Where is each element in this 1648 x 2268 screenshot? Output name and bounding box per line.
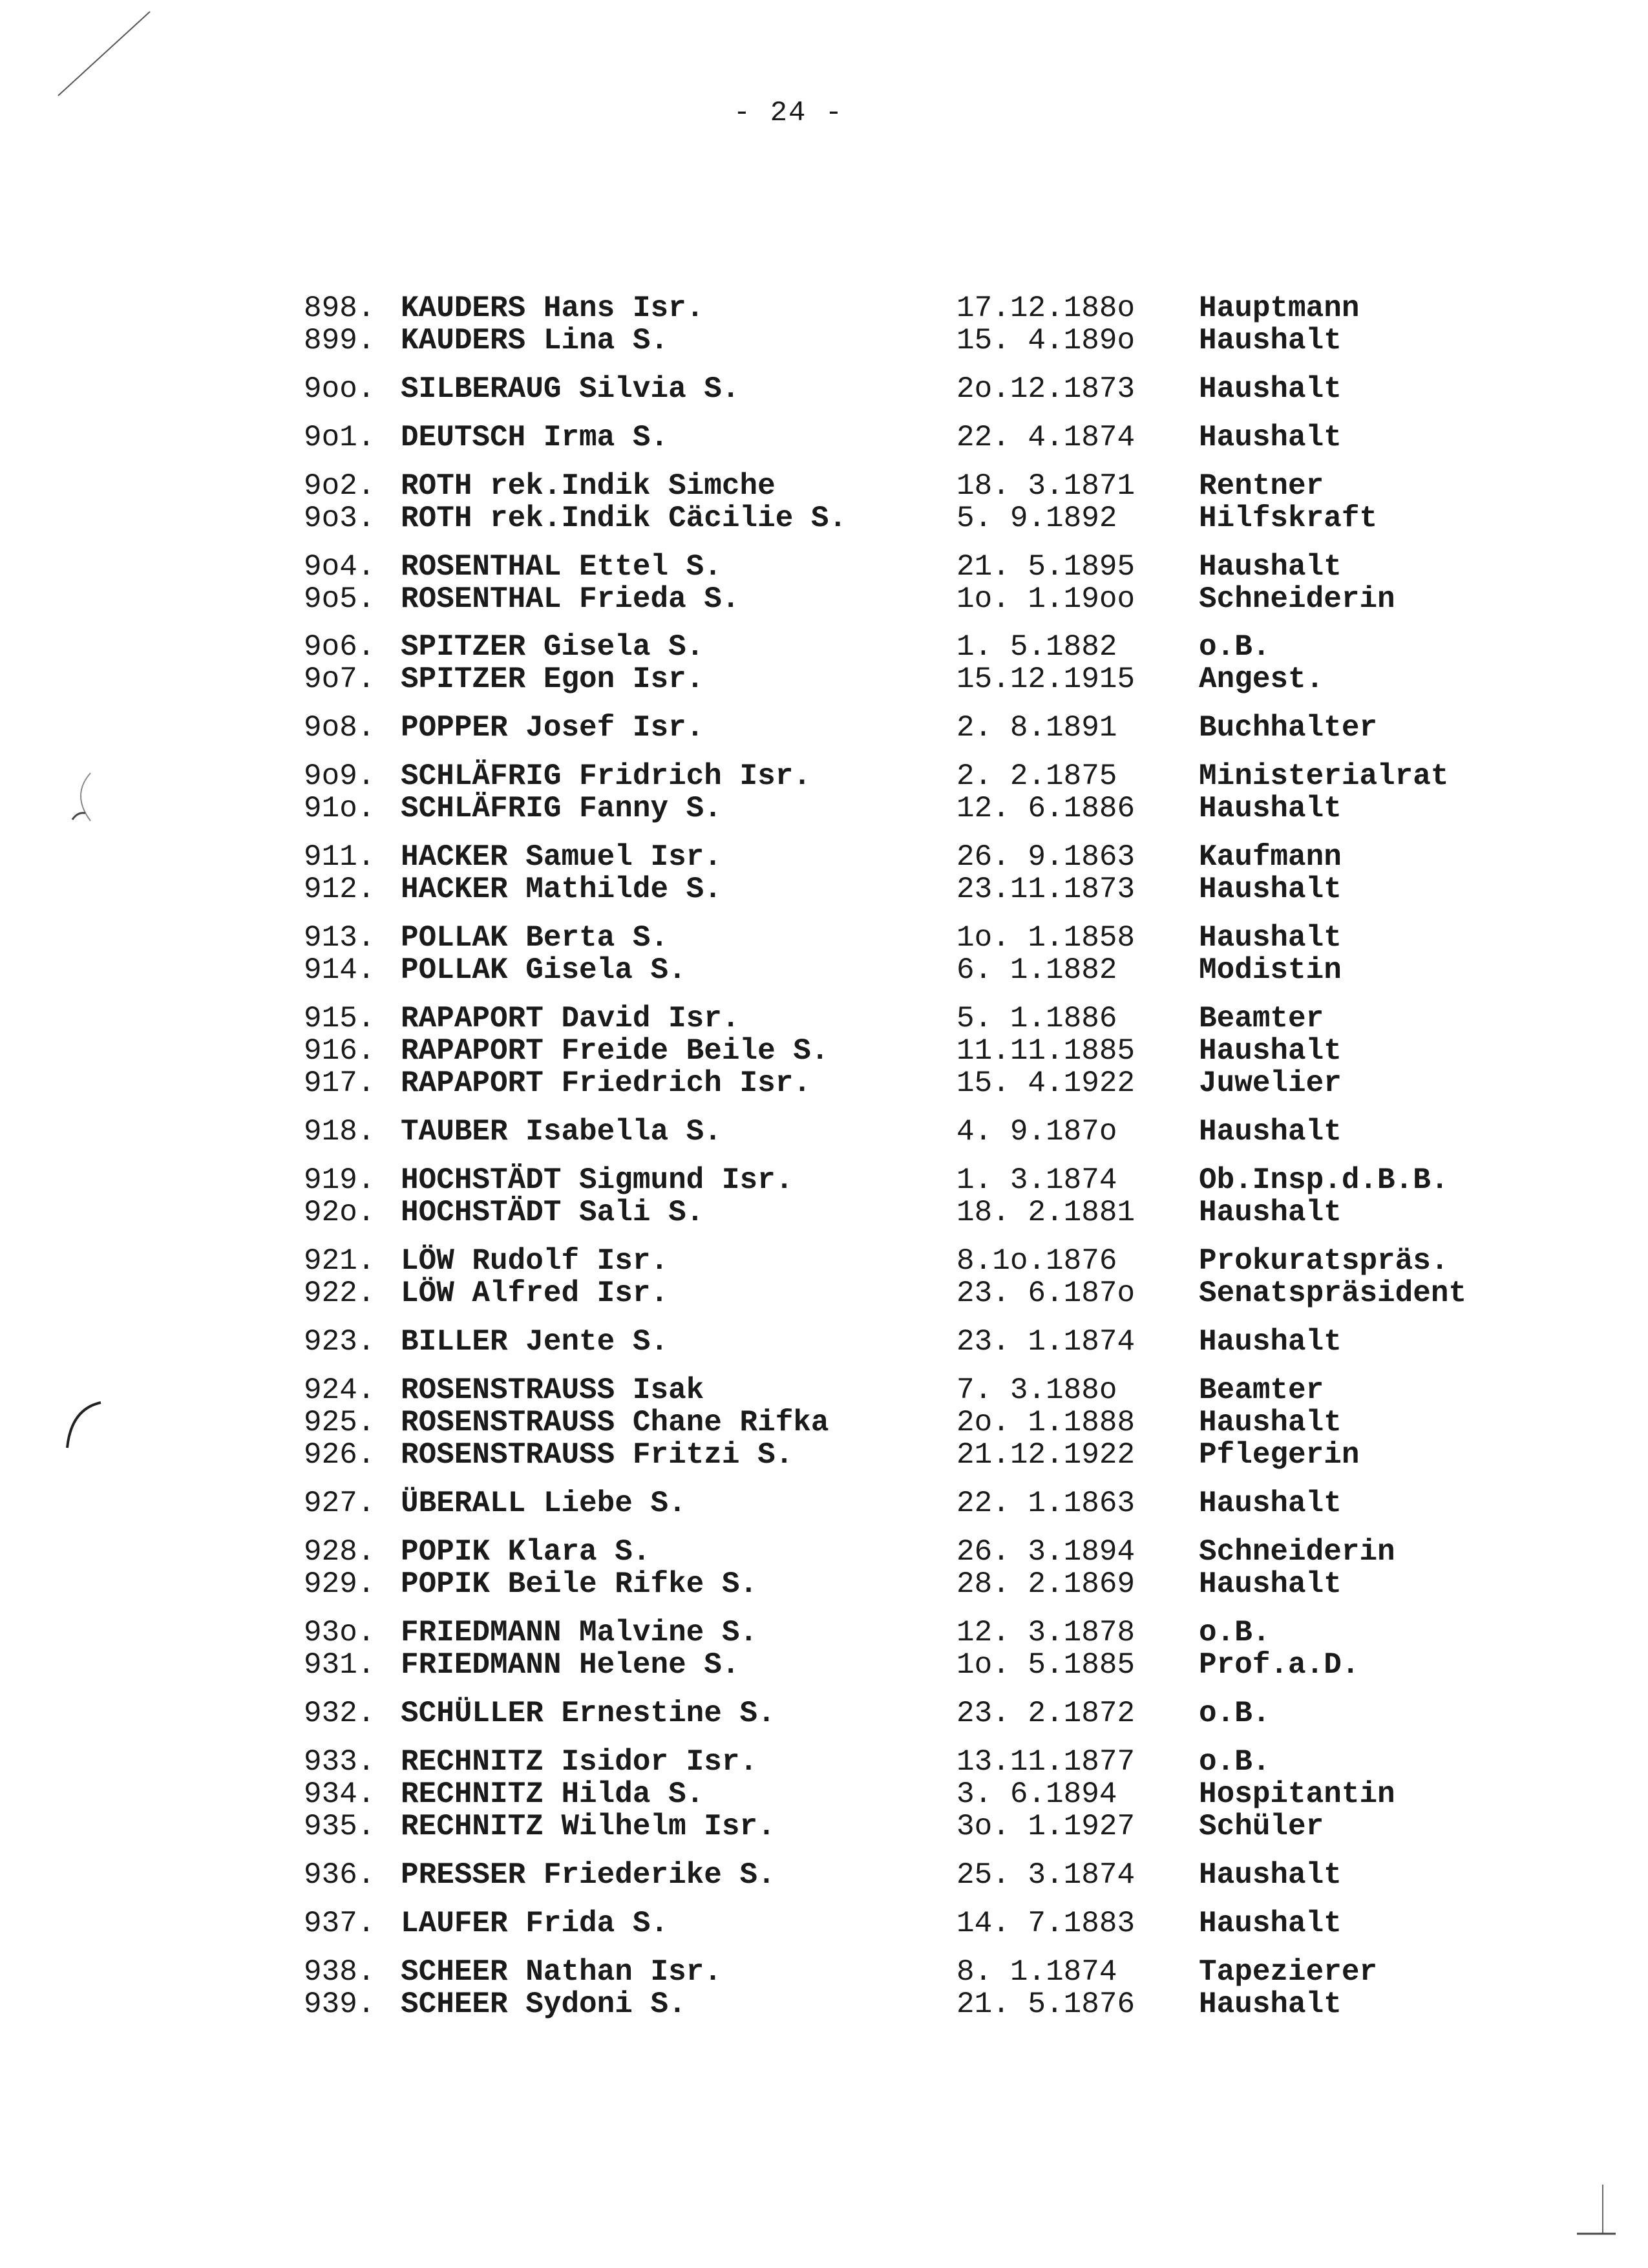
entry-name: ROTH rek.Indik Cäcilie S. (401, 502, 847, 535)
entry-birth-date: 8.1o.1876 (956, 1244, 1117, 1278)
entry-name: ROTH rek.Indik Simche (401, 469, 776, 503)
entry-occupation: Schneiderin (1199, 582, 1395, 616)
entry-birth-date: 26. 3.1894 (956, 1535, 1136, 1569)
entry-birth-date: 6. 1.1882 (956, 953, 1117, 987)
entry-birth-date: 2. 2.1875 (956, 759, 1117, 793)
entry-number: 917. (304, 1066, 375, 1100)
entry-name: LÖW Rudolf Isr. (401, 1244, 669, 1278)
entry-birth-date: 5. 1.1886 (956, 1002, 1117, 1035)
entry-name: DEUTSCH Irma S. (401, 421, 669, 454)
page-number: - 24 - (733, 97, 844, 129)
entry-number: 912. (304, 873, 375, 906)
entry-number: 913. (304, 921, 375, 955)
entry-number: 919. (304, 1163, 375, 1197)
entry-birth-date: 8. 1.1874 (956, 1955, 1117, 1989)
entry-occupation: Beamter (1199, 1373, 1324, 1407)
entry-occupation: o.B. (1199, 1745, 1271, 1779)
entry-number: 92o. (304, 1196, 375, 1229)
entry-birth-date: 26. 9.1863 (956, 840, 1136, 874)
entry-birth-date: 23. 2.1872 (956, 1697, 1136, 1730)
entry-birth-date: 13.11.1877 (956, 1745, 1136, 1779)
entry-number: 924. (304, 1373, 375, 1407)
entry-occupation: Ob.Insp.d.B.B. (1199, 1163, 1449, 1197)
entry-birth-date: 1o. 1.1858 (956, 921, 1136, 955)
entry-number: 916. (304, 1034, 375, 1068)
entry-number: 9o2. (304, 469, 375, 503)
entry-occupation: Hilfskraft (1199, 502, 1378, 535)
entry-occupation: Haushalt (1199, 1325, 1342, 1359)
entry-number: 9o6. (304, 630, 375, 664)
entry-number: 928. (304, 1535, 375, 1569)
entry-name: RAPAPORT Freide Beile S. (401, 1034, 829, 1068)
entry-occupation: Beamter (1199, 1002, 1324, 1035)
entry-name: POPIK Klara S. (401, 1535, 651, 1569)
entry-name: LAUFER Frida S. (401, 1907, 669, 1940)
entry-birth-date: 28. 2.1869 (956, 1567, 1136, 1601)
entry-birth-date: 3o. 1.1927 (956, 1810, 1136, 1843)
entry-name: POPIK Beile Rifke S. (401, 1567, 758, 1601)
entry-birth-date: 14. 7.1883 (956, 1907, 1136, 1940)
entry-birth-date: 21. 5.1895 (956, 550, 1136, 584)
entry-number: 922. (304, 1277, 375, 1310)
entry-occupation: Haushalt (1199, 873, 1342, 906)
entry-name: SPITZER Gisela S. (401, 630, 704, 664)
entry-number: 937. (304, 1907, 375, 1940)
entry-occupation: Modistin (1199, 953, 1342, 987)
entry-occupation: Angest. (1199, 662, 1324, 696)
entry-number: 9o1. (304, 421, 375, 454)
entry-birth-date: 17.12.188o (956, 291, 1136, 325)
entry-occupation: Tapezierer (1199, 1955, 1378, 1989)
entry-occupation: Haushalt (1199, 792, 1342, 825)
entry-occupation: Hospitantin (1199, 1777, 1395, 1811)
entry-occupation: o.B. (1199, 1697, 1271, 1730)
entry-birth-date: 2. 8.1891 (956, 711, 1117, 745)
entry-occupation: o.B. (1199, 1616, 1271, 1649)
entry-name: ROSENTHAL Ettel S. (401, 550, 722, 584)
entry-name: FRIEDMANN Helene S. (401, 1648, 740, 1682)
entry-number: 931. (304, 1648, 375, 1682)
entry-name: RAPAPORT David Isr. (401, 1002, 740, 1035)
entry-occupation: Hauptmann (1199, 291, 1360, 325)
entry-name: SILBERAUG Silvia S. (401, 372, 740, 406)
entry-number: 921. (304, 1244, 375, 1278)
entry-occupation: Haushalt (1199, 372, 1342, 406)
entry-birth-date: 15. 4.1922 (956, 1066, 1136, 1100)
entry-birth-date: 22. 4.1874 (956, 421, 1136, 454)
entry-name: POPPER Josef Isr. (401, 711, 704, 745)
entry-occupation: Prof.a.D. (1199, 1648, 1360, 1682)
entry-number: 918. (304, 1115, 375, 1149)
entry-birth-date: 22. 1.1863 (956, 1487, 1136, 1520)
entry-occupation: Haushalt (1199, 1567, 1342, 1601)
entry-occupation: Haushalt (1199, 324, 1342, 357)
entry-name: HACKER Mathilde S. (401, 873, 722, 906)
entry-name: POLLAK Berta S. (401, 921, 669, 955)
entry-occupation: Haushalt (1199, 550, 1342, 584)
entry-occupation: Haushalt (1199, 421, 1342, 454)
entry-number: 899. (304, 324, 375, 357)
entry-occupation: Rentner (1199, 469, 1324, 503)
entry-name: POLLAK Gisela S. (401, 953, 686, 987)
entry-number: 9oo. (304, 372, 375, 406)
entry-name: ROSENSTRAUSS Chane Rifka (401, 1406, 829, 1439)
entry-number: 925. (304, 1406, 375, 1439)
entry-number: 9o3. (304, 502, 375, 535)
entry-occupation: Ministerialrat (1199, 759, 1449, 793)
entry-occupation: Buchhalter (1199, 711, 1378, 745)
entry-birth-date: 18. 2.1881 (956, 1196, 1136, 1229)
entry-birth-date: 7. 3.188o (956, 1373, 1117, 1407)
entry-number: 9o8. (304, 711, 375, 745)
entry-occupation: Haushalt (1199, 1487, 1342, 1520)
entry-occupation: Pflegerin (1199, 1438, 1360, 1472)
entry-birth-date: 1. 3.1874 (956, 1163, 1117, 1197)
entry-number: 935. (304, 1810, 375, 1843)
entry-number: 93o. (304, 1616, 375, 1649)
entry-number: 914. (304, 953, 375, 987)
entry-number: 938. (304, 1955, 375, 1989)
entry-occupation: Haushalt (1199, 1987, 1342, 2021)
entry-occupation: Haushalt (1199, 1858, 1342, 1892)
entry-birth-date: 3. 6.1894 (956, 1777, 1117, 1811)
entry-name: RAPAPORT Friedrich Isr. (401, 1066, 811, 1100)
entry-name: SPITZER Egon Isr. (401, 662, 704, 696)
entry-occupation: Schüler (1199, 1810, 1324, 1843)
entry-birth-date: 2o. 1.1888 (956, 1406, 1136, 1439)
entry-occupation: Haushalt (1199, 1907, 1342, 1940)
entry-name: SCHLÄFRIG Fanny S. (401, 792, 722, 825)
entry-number: 936. (304, 1858, 375, 1892)
entry-number: 9o7. (304, 662, 375, 696)
entry-birth-date: 12. 3.1878 (956, 1616, 1136, 1649)
entry-birth-date: 21. 5.1876 (956, 1987, 1136, 2021)
entry-number: 926. (304, 1438, 375, 1472)
entry-occupation: Haushalt (1199, 1406, 1342, 1439)
entry-number: 939. (304, 1987, 375, 2021)
entry-occupation: Senatspräsident (1199, 1277, 1467, 1310)
entry-name: BILLER Jente S. (401, 1325, 669, 1359)
entry-name: TAUBER Isabella S. (401, 1115, 722, 1149)
entry-name: ROSENSTRAUSS Fritzi S. (401, 1438, 794, 1472)
entry-number: 898. (304, 291, 375, 325)
entry-name: RECHNITZ Isidor Isr. (401, 1745, 758, 1779)
entry-name: HOCHSTÄDT Sali S. (401, 1196, 704, 1229)
entry-name: SCHEER Sydoni S. (401, 1987, 686, 2021)
entry-number: 911. (304, 840, 375, 874)
entry-name: LÖW Alfred Isr. (401, 1277, 669, 1310)
entry-occupation: Kaufmann (1199, 840, 1342, 874)
entry-number: 933. (304, 1745, 375, 1779)
entry-name: RECHNITZ Wilhelm Isr. (401, 1810, 776, 1843)
entry-name: RECHNITZ Hilda S. (401, 1777, 704, 1811)
entry-name: SCHEER Nathan Isr. (401, 1955, 722, 1989)
entry-number: 932. (304, 1697, 375, 1730)
entry-birth-date: 18. 3.1871 (956, 469, 1136, 503)
entry-number: 929. (304, 1567, 375, 1601)
entry-name: HOCHSTÄDT Sigmund Isr. (401, 1163, 794, 1197)
entry-occupation: Juwelier (1199, 1066, 1342, 1100)
entry-number: 91o. (304, 792, 375, 825)
entry-number: 927. (304, 1487, 375, 1520)
entry-birth-date: 11.11.1885 (956, 1034, 1136, 1068)
entry-occupation: Schneiderin (1199, 1535, 1395, 1569)
entry-occupation: Haushalt (1199, 921, 1342, 955)
entry-birth-date: 15. 4.189o (956, 324, 1136, 357)
entry-birth-date: 1o. 5.1885 (956, 1648, 1136, 1682)
entry-number: 934. (304, 1777, 375, 1811)
entry-birth-date: 12. 6.1886 (956, 792, 1136, 825)
entry-occupation: Haushalt (1199, 1034, 1342, 1068)
entry-birth-date: 1o. 1.19oo (956, 582, 1136, 616)
entry-name: ÜBERALL Liebe S. (401, 1487, 686, 1520)
entry-birth-date: 23. 6.187o (956, 1277, 1136, 1310)
entry-birth-date: 23. 1.1874 (956, 1325, 1136, 1359)
entry-number: 915. (304, 1002, 375, 1035)
entry-name: SCHÜLLER Ernestine S. (401, 1697, 776, 1730)
entry-number: 923. (304, 1325, 375, 1359)
entry-occupation: Haushalt (1199, 1115, 1342, 1149)
entry-birth-date: 25. 3.1874 (956, 1858, 1136, 1892)
entry-birth-date: 4. 9.187o (956, 1115, 1117, 1149)
entry-occupation: o.B. (1199, 630, 1271, 664)
entry-birth-date: 21.12.1922 (956, 1438, 1136, 1472)
entry-birth-date: 5. 9.1892 (956, 502, 1117, 535)
entry-name: ROSENSTRAUSS Isak (401, 1373, 704, 1407)
entry-number: 9o9. (304, 759, 375, 793)
entry-number: 9o5. (304, 582, 375, 616)
entry-number: 9o4. (304, 550, 375, 584)
entry-name: ROSENTHAL Frieda S. (401, 582, 740, 616)
entry-name: PRESSER Friederike S. (401, 1858, 776, 1892)
entry-name: KAUDERS Hans Isr. (401, 291, 704, 325)
entry-birth-date: 23.11.1873 (956, 873, 1136, 906)
entry-name: SCHLÄFRIG Fridrich Isr. (401, 759, 811, 793)
entry-name: KAUDERS Lina S. (401, 324, 669, 357)
entry-name: FRIEDMANN Malvine S. (401, 1616, 758, 1649)
entry-birth-date: 1. 5.1882 (956, 630, 1117, 664)
entry-birth-date: 15.12.1915 (956, 662, 1136, 696)
entry-name: HACKER Samuel Isr. (401, 840, 722, 874)
entry-occupation: Prokuratspräs. (1199, 1244, 1449, 1278)
entry-occupation: Haushalt (1199, 1196, 1342, 1229)
entry-birth-date: 2o.12.1873 (956, 372, 1136, 406)
